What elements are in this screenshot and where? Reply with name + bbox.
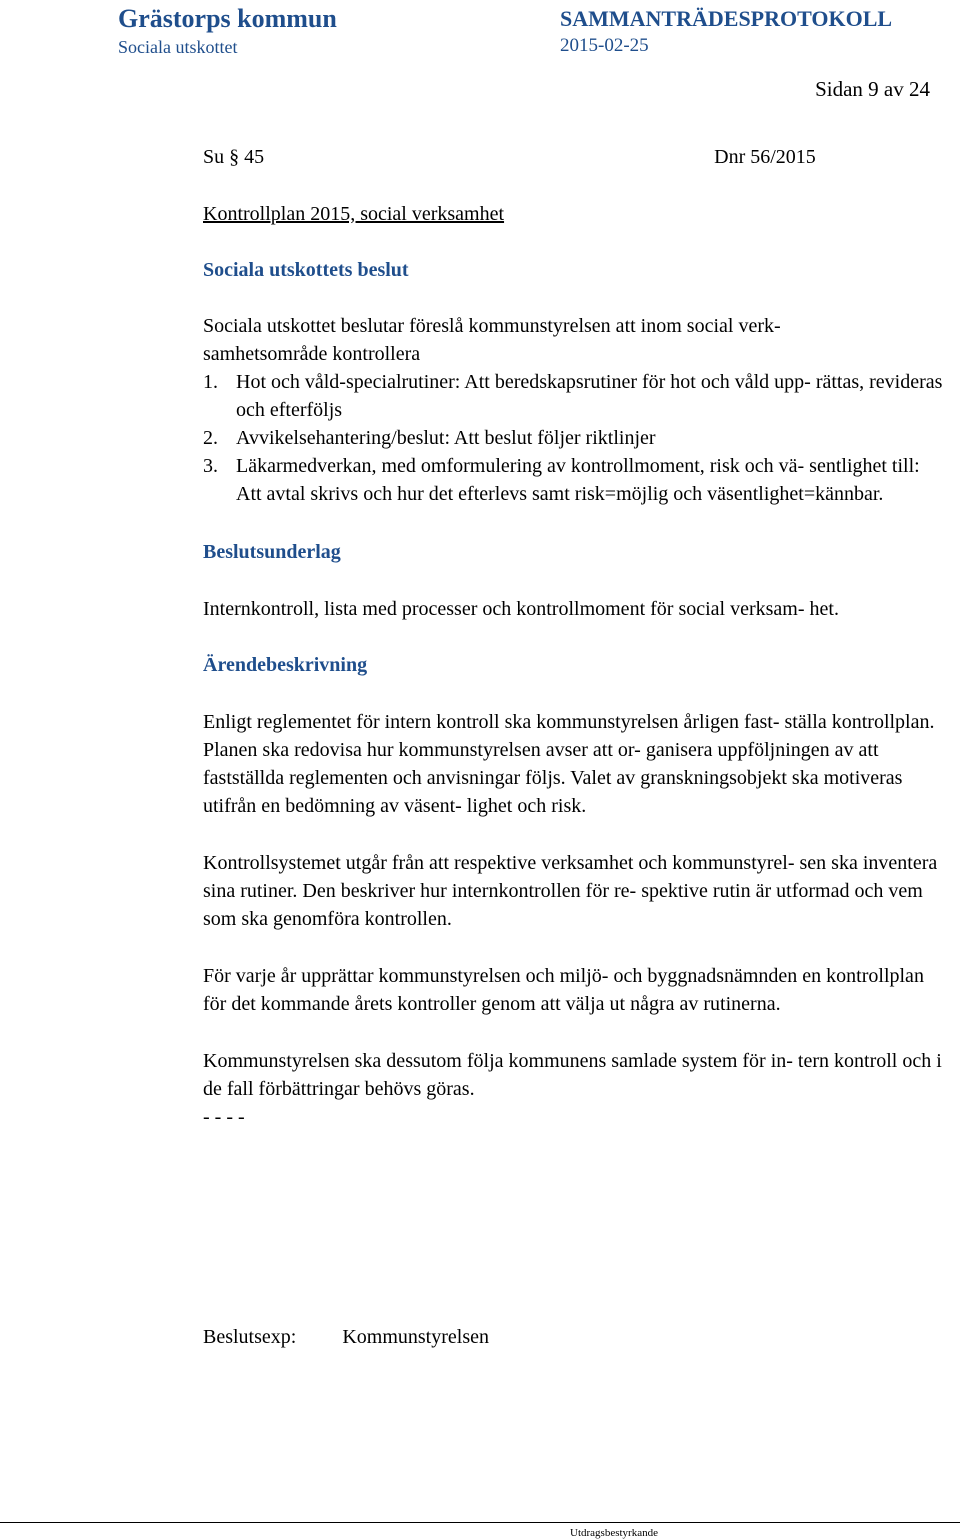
description-paragraph: Kommunstyrelsen ska dessutom följa kommunens samlade system för in- tern kontroll och i de fall förbättringar behövs göras. (203, 1050, 942, 1100)
footer-divider (0, 1522, 960, 1523)
header-body: Sociala utskottet (118, 37, 238, 57)
decision-item-text: Avvikelsehantering/beslut: Att beslut följer riktlinjer (236, 427, 656, 449)
case-section: Su § 45 (203, 146, 265, 168)
decision-intro (203, 312, 943, 368)
page-number: Sidan 9 av 24 (815, 77, 930, 101)
basis-heading: Beslutsunderlag (203, 541, 341, 563)
decision-item (203, 368, 943, 424)
decision-intro-line1: Sociala utskottet beslutar föreslå kommunstyrelsen att inom social verk- (203, 315, 781, 337)
decision-list (203, 368, 943, 508)
case-dnr: Dnr 56/2015 (714, 146, 816, 168)
header-date: 2015-02-25 (560, 35, 649, 56)
header-doc-type: SAMMANTRÄDESPROTOKOLL (560, 6, 893, 31)
decision-heading: Sociala utskottets beslut (203, 259, 409, 281)
dispatch-line (203, 1326, 489, 1349)
dispatch-value: Kommunstyrelsen (342, 1326, 489, 1348)
document-body (203, 143, 943, 1131)
footer-label: Utdragsbestyrkande (570, 1527, 658, 1539)
dispatch-label: Beslutsexp: (203, 1326, 297, 1348)
basis-text: Internkontroll, lista med processer och kontrollmoment för social verksam- het. (203, 598, 839, 620)
case-line (203, 143, 943, 171)
case-title: Kontrollplan 2015, social verksamhet (203, 203, 505, 225)
decision-item (203, 424, 943, 452)
decision-item-text: Läkarmedverkan, med omformulering av kontrollmoment, risk och vä- sentlighet till: Att avtal skrivs och hur det efterlevs samt risk=möjlig och väsentlighet=kännbar. (236, 455, 920, 505)
description-paragraph: Enligt reglementet för intern kontroll ska kommunstyrelsen årligen fast- ställa kontrollplan. Planen ska redovisa hur kommunstyrelsen avser att or- ganisera uppföljningen av att fastställda reglementen och anvisningar följs. Valet av granskningsobjekt ska motiveras utifrån en bedömning av väsent- lighet och risk. (203, 711, 935, 817)
description-paragraph: Kontrollsystemet utgår från att respektive verksamhet och kommunstyrel- sen ska inventera sina rutiner. Den beskriver hur internkontrollen för re- spektive rutin är utformad och vem som ska genomföra kontrollen. (203, 852, 938, 930)
description-paragraph: För varje år upprättar kommunstyrelsen och miljö- och byggnadsnämnden en kontrollplan för det kommande årets kontroller genom att välja ut några av rutinerna. (203, 965, 924, 1015)
decision-item-number: 3. (203, 455, 218, 477)
decision-item-number: 1. (203, 371, 218, 393)
decision-item-text: Hot och våld-specialrutiner: Att beredskapsrutiner för hot och våld upp- rättas, revideras och efterföljs (236, 371, 943, 421)
decision-intro-line2: samhetsområde kontrollera (203, 343, 421, 365)
header-org: Grästorps kommun (118, 4, 337, 33)
description-heading: Ärendebeskrivning (203, 654, 368, 676)
decision-item (203, 452, 943, 508)
end-marker: - - - - (203, 1106, 245, 1128)
decision-item-number: 2. (203, 427, 218, 449)
